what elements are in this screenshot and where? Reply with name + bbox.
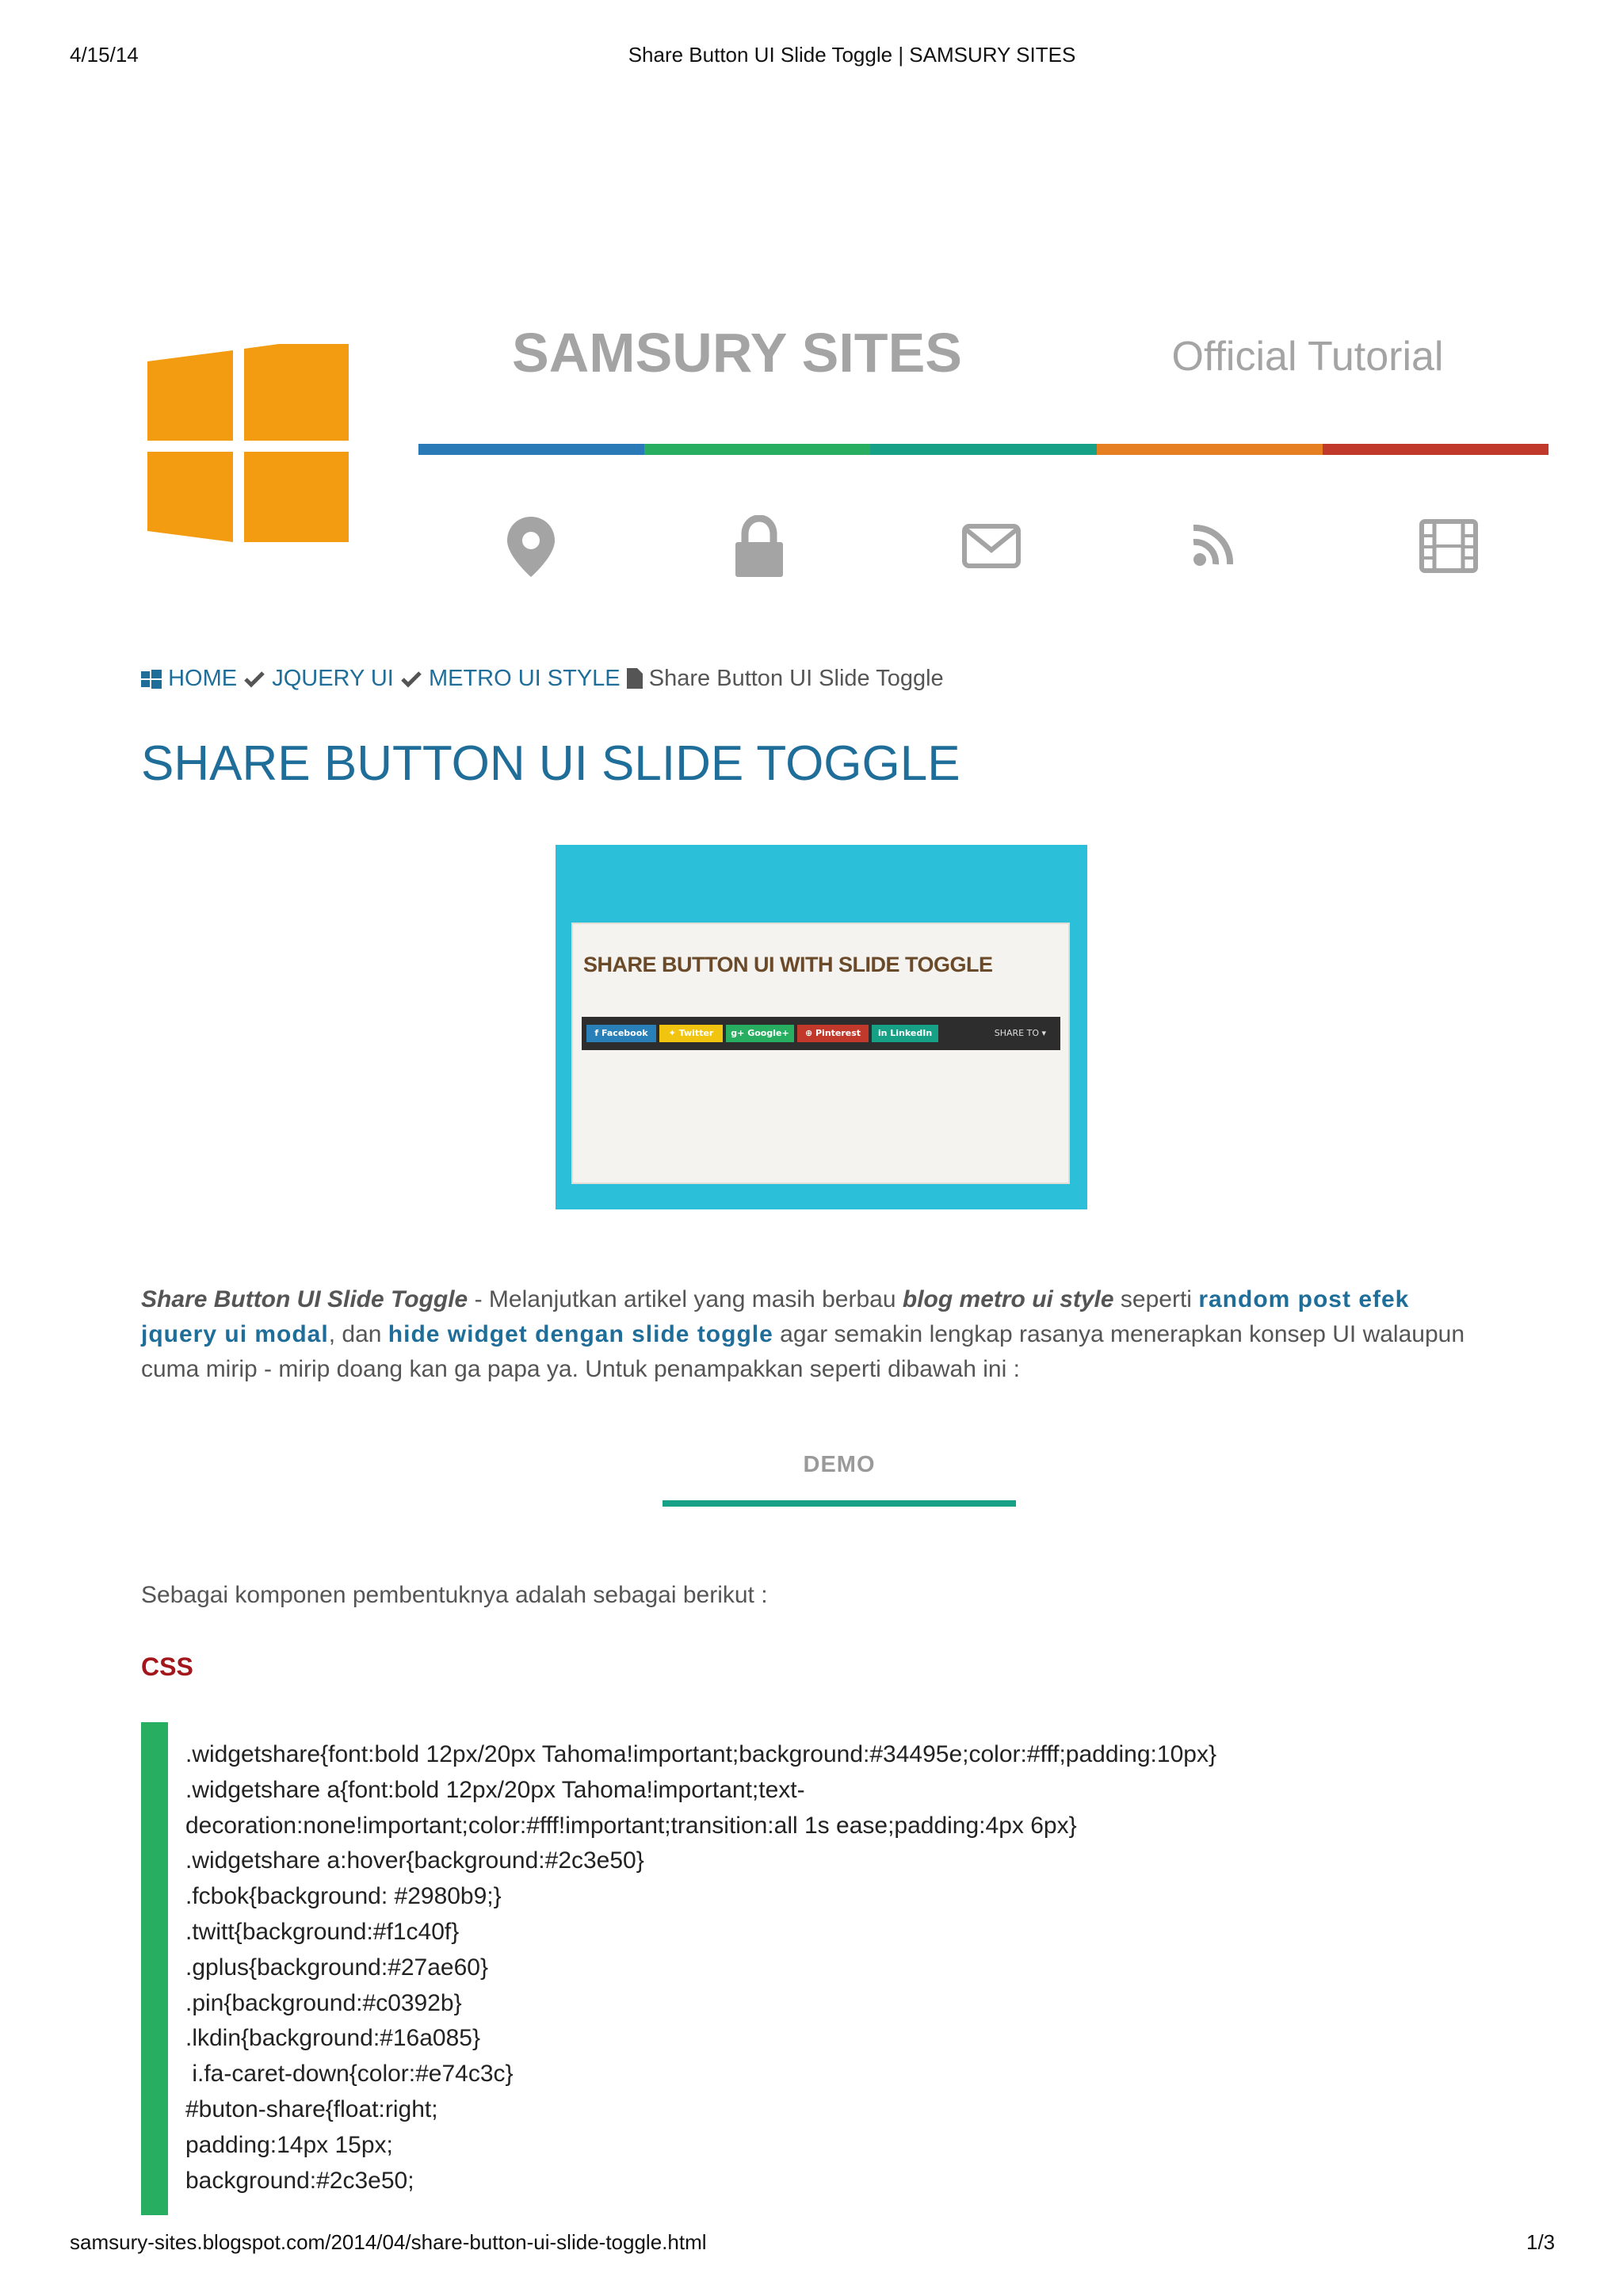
code-line: .twitt{background:#f1c40f} xyxy=(185,1918,460,1945)
color-bar-segment xyxy=(1097,444,1323,455)
print-url: samsury-sites.blogspot.com/2014/04/share-button-ui-slide-toggle.html xyxy=(70,2230,707,2254)
film-icon[interactable] xyxy=(1417,515,1480,579)
site-title[interactable]: SAMSURY SITES xyxy=(512,322,962,384)
preview-heading: SHARE BUTTON UI WITH SLIDE TOGGLE xyxy=(583,953,993,976)
preview-linkedin-button: in LinkedIn xyxy=(872,1025,938,1042)
code-line: background:#2c3e50; xyxy=(185,2167,414,2194)
intro-lead: Share Button UI Slide Toggle xyxy=(141,1286,468,1312)
preview-share-bar xyxy=(582,1017,1060,1050)
envelope-icon[interactable] xyxy=(960,515,1023,579)
color-bar-segment xyxy=(1323,444,1549,455)
post-title[interactable]: SHARE BUTTON UI SLIDE TOGGLE xyxy=(141,736,960,791)
intro-emphasis: blog metro ui style xyxy=(902,1286,1114,1312)
breadcrumb xyxy=(141,666,944,695)
header-color-bar xyxy=(418,444,1549,455)
preview-facebook-button: f Facebook xyxy=(586,1025,656,1042)
breadcrumb-home-link[interactable]: HOME xyxy=(168,666,238,691)
color-bar-segment xyxy=(644,444,870,455)
css-heading: CSS xyxy=(141,1652,193,1681)
print-page-number: 1/3 xyxy=(1526,2230,1556,2254)
check-icon xyxy=(243,669,265,695)
windows-icon xyxy=(141,669,162,695)
color-bar-segment xyxy=(418,444,644,455)
code-block[interactable] xyxy=(185,1737,1564,2199)
header-nav xyxy=(418,515,1549,586)
code-line: #buton-share{float:right; xyxy=(185,2095,438,2122)
code-line: decoration:none!important;color:#fff!important;transition:all 1s ease;padding:4px 6px} xyxy=(185,1812,1077,1839)
preview-pinterest-button: ⊕ Pinterest xyxy=(797,1025,869,1042)
code-line: .widgetshare a:hover{background:#2c3e50} xyxy=(185,1847,644,1874)
post-preview-image xyxy=(556,845,1087,1209)
print-page-title: Share Button UI Slide Toggle | SAMSURY SITES xyxy=(628,43,1076,67)
breadcrumb-current: Share Button UI Slide Toggle xyxy=(648,666,944,691)
intro-paragraph xyxy=(141,1282,1488,1387)
windows-logo-icon[interactable] xyxy=(147,344,349,545)
intro-text: seperti xyxy=(1113,1286,1199,1312)
breadcrumb-jquery-ui-link[interactable]: JQUERY UI xyxy=(272,666,394,691)
code-line: padding:14px 15px; xyxy=(185,2131,393,2158)
code-line: .pin{background:#c0392b} xyxy=(185,1989,462,2016)
code-line: i.fa-caret-down{color:#e74c3c} xyxy=(185,2061,514,2088)
print-date: 4/15/14 xyxy=(70,43,139,67)
file-icon xyxy=(627,668,643,695)
rss-icon[interactable] xyxy=(1186,515,1249,579)
code-block-accent xyxy=(141,1722,168,2215)
site-tagline: Official Tutorial xyxy=(1171,334,1444,380)
code-line: .fcbok{background: #2980b9;} xyxy=(185,1883,502,1910)
preview-googleplus-button: g+ Google+ xyxy=(726,1025,794,1042)
code-line: .gplus{background:#27ae60} xyxy=(185,1954,489,1981)
preview-twitter-button: ✦ Twitter xyxy=(659,1025,723,1042)
preview-card xyxy=(571,923,1070,1184)
components-text: Sebagai komponen pembentuknya adalah sebagai berikut : xyxy=(141,1582,768,1608)
intro-text: agar semakin lengkap rasanya menerapkan konsep UI walaupun cuma mirip - mirip doang kan ga papa ya. Untuk penampakkan seperti dibawah ini : xyxy=(141,1321,1465,1382)
code-line: .lkdin{background:#16a085} xyxy=(185,2025,480,2052)
demo-button[interactable]: DEMO xyxy=(803,1452,876,1477)
color-bar-segment xyxy=(870,444,1096,455)
map-marker-icon[interactable] xyxy=(499,515,563,579)
intro-text: - Melanjutkan artikel yang masih berbau xyxy=(468,1286,903,1312)
random-post-link[interactable]: random post efek jquery ui modal xyxy=(141,1286,1410,1347)
demo-underline xyxy=(663,1500,1016,1507)
code-line: .widgetshare a{font:bold 12px/20px Tahoma!important;text- xyxy=(185,1776,805,1803)
lock-icon[interactable] xyxy=(727,515,791,579)
preview-share-to: SHARE TO ▾ xyxy=(994,1028,1046,1038)
breadcrumb-metro-ui-style-link[interactable]: METRO UI STYLE xyxy=(428,666,621,691)
code-line: .widgetshare{font:bold 12px/20px Tahoma!important;background:#34495e;color:#fff;padding:10px} xyxy=(185,1741,1216,1767)
intro-text: , dan xyxy=(328,1321,388,1347)
check-icon xyxy=(400,669,422,695)
hide-widget-link[interactable]: hide widget dengan slide toggle xyxy=(388,1321,773,1347)
